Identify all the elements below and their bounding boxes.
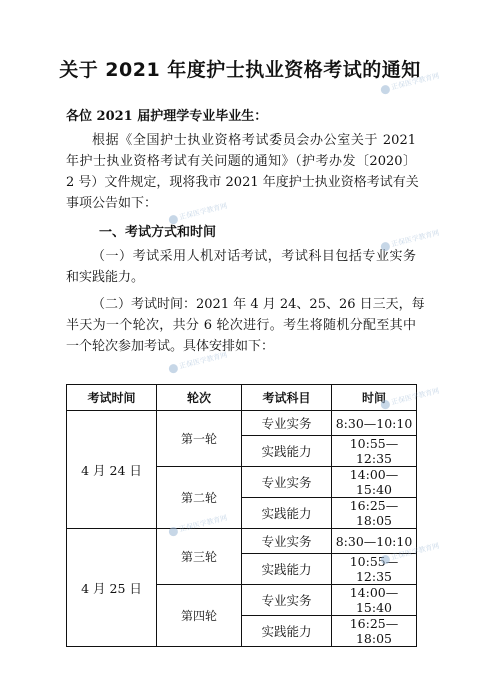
intro-line-2: 年护士执业资格考试有关问题的通知》（护考办发〔2020〕 bbox=[66, 154, 416, 169]
item2-line-2: 半天为一个轮次，共分 6 轮次进行。考生将随机分配至其中 bbox=[66, 318, 416, 333]
subject-cell: 专业实务 bbox=[242, 467, 332, 498]
table-row bbox=[67, 411, 417, 436]
subject-cell: 实践能力 bbox=[242, 436, 332, 467]
subject-cell: 专业实务 bbox=[242, 529, 332, 554]
table-header-row bbox=[67, 385, 417, 411]
intro-line-3: 2 号）文件规定，现将我市 2021 年度护士执业资格考试有关 bbox=[66, 175, 419, 190]
header-exam-date: 考试时间 bbox=[67, 385, 157, 411]
time-cell: 10:55—12:35 bbox=[332, 554, 417, 585]
round-cell: 第二轮 bbox=[157, 467, 242, 529]
header-time: 时间 bbox=[332, 385, 417, 411]
subject-cell: 专业实务 bbox=[242, 411, 332, 436]
subject-cell: 实践能力 bbox=[242, 498, 332, 529]
time-cell: 14:00—15:40 bbox=[332, 585, 417, 616]
page-title: 关于 2021 年度护士执业资格考试的通知 bbox=[59, 59, 421, 81]
header-subject: 考试科目 bbox=[242, 385, 332, 411]
watermark-logo: 正保医学教育网 bbox=[168, 350, 229, 374]
round-cell: 第四轮 bbox=[157, 585, 242, 647]
item2-line-3: 一个轮次参加考试。具体安排如下： bbox=[66, 339, 275, 354]
time-cell: 8:30—10:10 bbox=[332, 529, 417, 554]
time-cell: 8:30—10:10 bbox=[332, 411, 417, 436]
intro-line-1: 根据《全国护士执业资格考试委员会办公室关于 2021 bbox=[92, 133, 416, 148]
time-cell: 10:55—12:35 bbox=[332, 436, 417, 467]
watermark-logo: 正保医学教育网 bbox=[380, 386, 441, 410]
subject-cell: 实践能力 bbox=[242, 554, 332, 585]
date-cell: 4 月 24 日 bbox=[67, 411, 157, 529]
subject-cell: 实践能力 bbox=[242, 616, 332, 647]
salutation: 各位 2021 届护理学专业毕业生： bbox=[66, 109, 268, 124]
watermark-logo: 正保医学教育网 bbox=[380, 228, 441, 252]
header-round: 轮次 bbox=[157, 385, 242, 411]
section-heading: 一、考试方式和时间 bbox=[99, 225, 217, 240]
round-cell: 第一轮 bbox=[157, 411, 242, 467]
schedule-table bbox=[66, 384, 417, 647]
time-cell: 16:25—18:05 bbox=[332, 616, 417, 647]
intro-line-4: 事项公告如下： bbox=[66, 196, 158, 211]
watermark-logo: 正保医学教育网 bbox=[168, 513, 229, 537]
item1-line-2: 和实践能力。 bbox=[66, 270, 145, 285]
time-cell: 14:00—15:40 bbox=[332, 467, 417, 498]
time-cell: 16:25—18:05 bbox=[332, 498, 417, 529]
watermark-logo: 正保医学教育网 bbox=[168, 201, 229, 225]
round-cell: 第三轮 bbox=[157, 529, 242, 585]
date-cell: 4 月 25 日 bbox=[67, 529, 157, 647]
subject-cell: 专业实务 bbox=[242, 585, 332, 616]
table-row bbox=[67, 529, 417, 554]
watermark-logo: 正保医学教育网 bbox=[380, 71, 441, 95]
item2-line-1: （二）考试时间：2021 年 4 月 24、25、26 日三天，每 bbox=[92, 297, 425, 312]
item1-line-1: （一）考试采用人机对话考试，考试科目包括专业实务 bbox=[92, 249, 416, 264]
watermark-logo: 正保医学教育网 bbox=[380, 541, 441, 565]
